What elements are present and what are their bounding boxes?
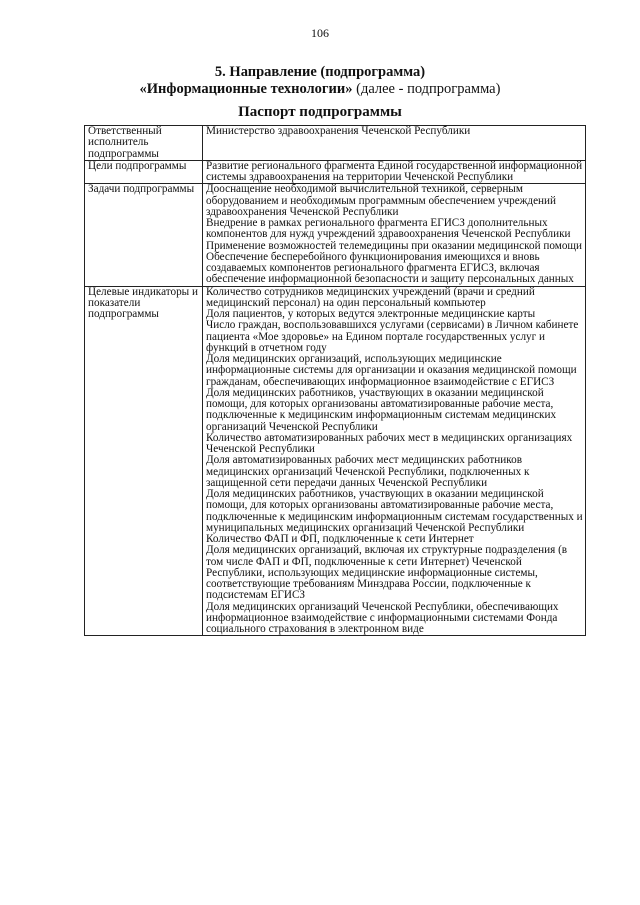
page-number: 106 (311, 26, 329, 40)
paragraph: Доля автоматизированных рабочих мест медицинских работников медицинских организаций Чеченской Республики, подключенных к защищенной сети передачи данных Чеченской Республики (206, 454, 530, 489)
passport-title: Паспорт подпрограммы (238, 104, 402, 120)
paragraph: Министерство здравоохранения Чеченской Республики (206, 125, 471, 137)
paragraph: Дооснащение необходимой вычислительной техникой, серверным оборудованием и необходимым программным обеспечением учреждений здравоохранения Чеченской Республики (206, 183, 557, 218)
paragraph: Обеспечение бесперебойного функционирования имеющихся и вновь создаваемых компонентов регионального фрагмента ЕГИСЗ, включая обеспечение информационной безопасности и защиту персональных данных (206, 250, 574, 286)
row-content (203, 184, 586, 286)
row-label: Целевые индикаторы и показатели подпрограммы (85, 286, 203, 636)
row-content (203, 286, 586, 636)
row-content (203, 160, 586, 184)
paragraph: Доля медицинских организаций, использующих медицинские информационные системы для организации и оказания медицинской помощи гражданам, обеспечивающих информационное взаимодействие с ЕГИСЗ (206, 353, 577, 388)
paragraph: Доля медицинских работников, участвующих в оказании медицинской помощи, для которых организованы автоматизированные рабочие места, подключенные к медицинским информационным системам государственных и муниципальных медицинских организаций Чеченской Республики (206, 488, 583, 534)
paragraph: Доля медицинских работников, участвующих в оказании медицинской помощи, для которых организованы автоматизированные рабочие места, подключенные к медицинским информационным системам медицинских организаций Чеченской Республики (206, 386, 557, 433)
paragraph: Количество автоматизированных рабочих мест в медицинских организациях Чеченской Республики (206, 431, 573, 455)
paragraph: Развитие регионального фрагмента Единой государственной информационной системы здравоохранения на территории Чеченской Республики (206, 159, 583, 183)
row-label: Задачи подпрограммы (85, 184, 203, 286)
table-row (85, 160, 586, 184)
table-row (85, 286, 586, 636)
passport-table (84, 125, 586, 636)
row-content (203, 126, 586, 161)
table-row (85, 184, 586, 286)
section-subheading (0, 81, 640, 98)
row-label: Цели подпрограммы (85, 160, 203, 184)
section-heading: 5. Направление (подпрограмма) (214, 64, 426, 80)
paragraph: Количество сотрудников медицинских учреждений (врачи и средний медицинский персонал) на один персональный компьютер (206, 285, 535, 309)
paragraph: Применение возможностей телемедицины при оказании медицинской помощи (206, 239, 583, 252)
paragraph: Внедрение в рамках регионального фрагмента ЕГИСЗ дополнительных компонентов для нужд учреждений здравоохранения Чеченской Республики (206, 217, 571, 241)
subprogram-note: (далее - подпрограмма) (352, 81, 501, 97)
paragraph: Доля медицинских организаций Чеченской Республики, обеспечивающих информационное взаимодействие с информационными системами Фонда социального страхования в электронном виде (206, 600, 559, 635)
row-label: Ответственный исполнитель подпрограммы (85, 126, 203, 161)
paragraph: Доля пациентов, у которых ведутся электронные медицинские карты (206, 308, 536, 320)
paragraph: Доля медицинских организаций, включая их структурные подразделения (в том числе ФАП и ФП, подключенные к сети Интернет) Чеченской Республики, использующих медицинские информационные системы, соответствующие требованиям Минздрава России, подключенные к подсистемам ЕГИСЗ (206, 544, 568, 602)
subprogram-name: «Информационные технологии» (139, 81, 353, 97)
paragraph: Число граждан, воспользовавшихся услугами (сервисами) в Личном кабинете пациента «Мое здоровье» на Едином портале государственных услуг и функций в отчетном году (206, 319, 579, 354)
table-row (85, 126, 586, 161)
paragraph: Количество ФАП и ФП, подключенные к сети Интернет (206, 533, 474, 545)
